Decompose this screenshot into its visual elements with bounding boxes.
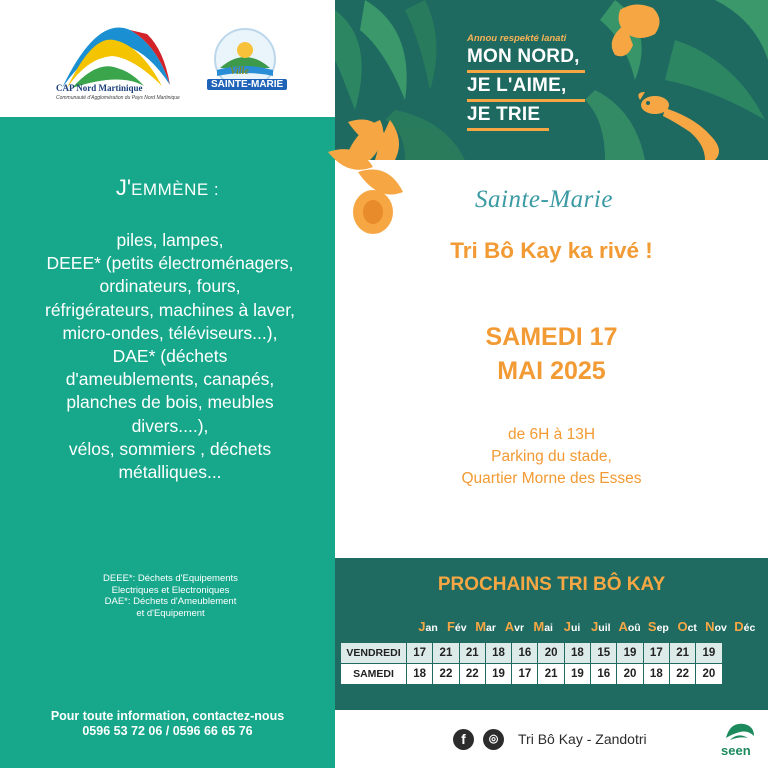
- list-item: planches de bois, meubles: [66, 392, 274, 413]
- ville-label: Ville: [230, 66, 249, 77]
- date-cell: 18: [564, 643, 590, 664]
- footnotes: [78, 573, 263, 619]
- list-item: vélos, sommiers , déchets: [68, 438, 272, 459]
- list-item: réfrigérateurs, machines à laver,: [45, 299, 295, 320]
- list-item: DAE* (déchets: [112, 346, 228, 367]
- month-rest: ai: [544, 622, 553, 634]
- slogan-line-3: JE TRIE: [467, 104, 541, 125]
- month-rest: an: [425, 622, 438, 634]
- upcoming-calendar: [335, 558, 768, 710]
- event-date-month: MAI 2025: [497, 357, 606, 385]
- month-initial: M: [475, 619, 487, 634]
- month-label: [530, 619, 556, 634]
- date-cell: 20: [617, 664, 643, 685]
- month-label: [444, 619, 470, 634]
- event-date: [335, 320, 768, 388]
- ville-sainte-marie-logo: [212, 26, 278, 102]
- row-label: SAMEDI: [341, 664, 407, 685]
- month-rest: ep: [656, 622, 669, 634]
- date-cell: 22: [669, 664, 695, 685]
- contact-line: Pour toute information, contactez-nous: [50, 709, 285, 723]
- event-place-district: Quartier Morne des Esses: [461, 470, 642, 487]
- month-header-row: [415, 619, 760, 637]
- month-initial: D: [734, 619, 744, 634]
- date-cell: 16: [512, 643, 538, 664]
- table-row: [341, 643, 723, 664]
- slogan-underline: [467, 128, 549, 131]
- month-label: [732, 619, 758, 634]
- date-cell: 22: [433, 664, 459, 685]
- commune-name: Sainte-Marie: [475, 186, 613, 213]
- orange-plant-illustration: [318, 112, 418, 242]
- date-cell: 19: [696, 643, 722, 664]
- items-heading-rest: EMMÈNE :: [131, 180, 220, 199]
- month-initial: M: [533, 619, 545, 634]
- list-item: piles, lampes,: [116, 230, 224, 250]
- month-label: [501, 619, 527, 634]
- month-initial: F: [446, 619, 455, 634]
- date-cell: 17: [512, 664, 538, 685]
- month-initial: A: [618, 619, 628, 634]
- date-cell: 21: [459, 643, 485, 664]
- date-cell: 19: [564, 664, 590, 685]
- month-rest: uil: [598, 622, 611, 634]
- month-rest: oû: [627, 622, 641, 634]
- date-cell: 15: [591, 643, 617, 664]
- list-item: métalliques...: [118, 462, 222, 483]
- month-initial: J: [418, 619, 426, 634]
- date-cell: 21: [669, 643, 695, 664]
- month-label: [703, 619, 729, 634]
- month-label: [559, 619, 585, 634]
- list-item: DEEE* (petits électroménagers,: [46, 253, 294, 274]
- month-rest: ar: [486, 622, 496, 634]
- list-item: ordinateurs, fours,: [99, 276, 241, 297]
- month-initial: A: [504, 619, 515, 634]
- month-initial: N: [705, 619, 715, 634]
- date-cell: 21: [433, 643, 459, 664]
- month-initial: J: [591, 619, 599, 634]
- items-heading: [0, 175, 335, 201]
- items-heading-first: J': [115, 175, 132, 200]
- tagline: Annou respekté lanati: [467, 33, 567, 44]
- cap-nord-name: CAP Nord Martinique: [56, 83, 143, 93]
- month-label: [617, 619, 643, 634]
- date-cell: 21: [538, 664, 564, 685]
- footnote-line: DEEE*: Déchets d'Equipements: [103, 573, 238, 584]
- footnote-line: et d'Equipement: [136, 607, 205, 619]
- list-item: d'ameublements, canapés,: [65, 369, 275, 390]
- slogan-line-1: MON NORD,: [467, 46, 580, 67]
- event-title: Tri Bô Kay ka rivé !: [450, 238, 653, 263]
- date-cell: 16: [591, 664, 617, 685]
- social-handle: Tri Bô Kay - Zandotri: [518, 731, 647, 747]
- contact-info: [0, 709, 335, 739]
- date-cell: 20: [538, 643, 564, 664]
- month-initial: O: [677, 619, 688, 634]
- month-label: [588, 619, 614, 634]
- date-cell: 18: [407, 664, 433, 685]
- instagram-icon[interactable]: ◎: [483, 729, 504, 750]
- month-rest: vr: [514, 622, 525, 634]
- list-item: micro-ondes, téléviseurs...),: [62, 322, 278, 343]
- table-row: [341, 664, 723, 685]
- event-place: Parking du stade,: [491, 448, 612, 465]
- date-cell: 17: [643, 643, 669, 664]
- calendar-table: [340, 642, 723, 685]
- month-rest: év: [454, 622, 467, 634]
- month-rest: ui: [570, 622, 581, 634]
- month-label: [645, 619, 671, 634]
- month-initial: S: [647, 619, 657, 634]
- footer-bar: [335, 710, 768, 768]
- footnote-line: DAE*: Déchets d'Ameublement: [104, 596, 237, 607]
- accepted-items-list: [20, 229, 320, 484]
- list-item: divers....),: [131, 415, 209, 436]
- date-cell: 18: [643, 664, 669, 685]
- slogan-underline: [467, 99, 585, 102]
- slogan-underline: [467, 70, 585, 73]
- left-panel: [0, 117, 335, 768]
- date-cell: 20: [696, 664, 722, 685]
- month-initial: J: [563, 619, 571, 634]
- cap-nord-subtitle: Communauté d'Agglomération du Pays Nord Martinique: [56, 95, 180, 101]
- row-label: VENDREDI: [341, 643, 407, 664]
- calendar-title: PROCHAINS TRI BÔ KAY: [437, 574, 666, 595]
- event-date-day: SAMEDI 17: [485, 323, 618, 351]
- date-cell: 22: [459, 664, 485, 685]
- month-rest: éc: [743, 622, 756, 634]
- date-cell: 19: [485, 664, 511, 685]
- month-label: [473, 619, 499, 634]
- ville-name: SAINTE-MARIE: [207, 79, 287, 90]
- facebook-icon[interactable]: f: [453, 729, 474, 750]
- month-rest: ct: [687, 622, 697, 634]
- month-label: [415, 619, 441, 634]
- event-time: de 6H à 13H: [507, 426, 596, 443]
- footnote-line: Electriques et Electroniques: [111, 584, 230, 596]
- date-cell: 19: [617, 643, 643, 664]
- month-label: [674, 619, 700, 634]
- contact-phones[interactable]: 0596 53 72 06 / 0596 66 65 76: [82, 724, 253, 738]
- seen-label: seen: [721, 743, 751, 758]
- event-details: [335, 424, 768, 490]
- logos-area: [0, 0, 335, 117]
- date-cell: 17: [407, 643, 433, 664]
- month-rest: ov: [714, 622, 727, 634]
- date-cell: 18: [485, 643, 511, 664]
- slogan-line-2: JE L'AIME,: [467, 75, 567, 96]
